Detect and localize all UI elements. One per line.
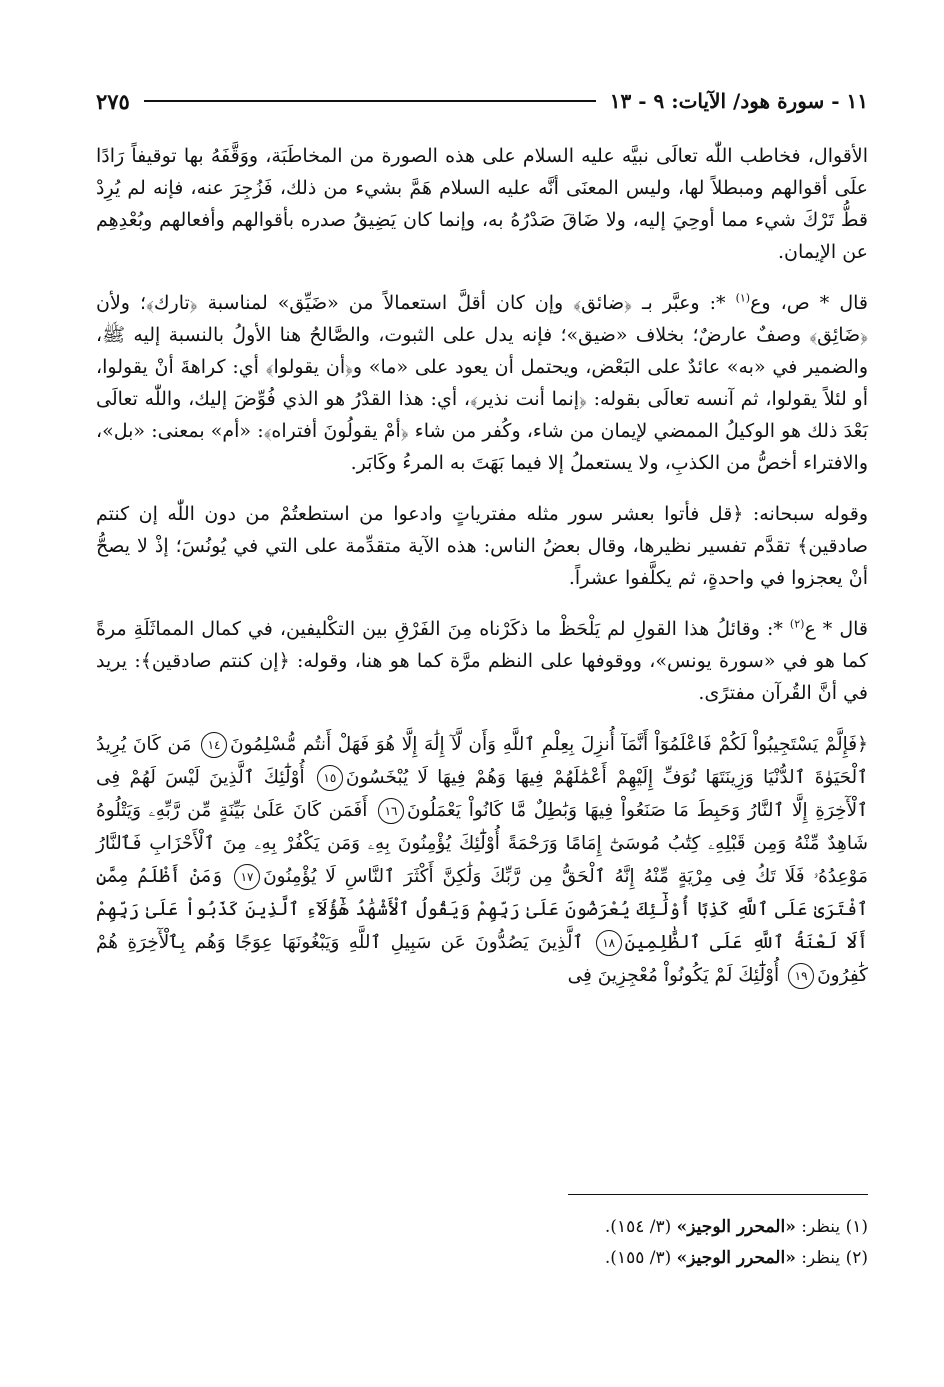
ayah-marker-18: ١٨ [596,930,622,956]
ayah-marker-17: ١٧ [234,864,260,890]
footnote-source: «المحرر الوجيز» [676,1248,796,1268]
paragraph-4-lead: قال * ع [804,618,868,640]
footnote-2 [96,1243,868,1274]
footnote-source: «المحرر الوجيز» [676,1217,796,1237]
verse-20-text: أُوْلَٰٓئِكَ لَمْ يَكُونُواْ مُعْجِزِينَ فِى [567,965,780,986]
verse-18-text: وَمَنْ أَظْلَمُ مِمَّنِ ٱفْتَرَىٰ عَلَى ٱللَّهِ كَذِبًا أُوْلَٰٓئِكَ يُعْرَضُونَ عَلَىٰ رَبِّهِمْ وَيَقُولُ ٱلْأَشْهَٰدُ هَٰٓؤُلَآءِ ٱلَّذِينَ كَذَبُواْ عَلَىٰ رَبِّهِمْ أَلَا لَعْنَةُ ٱللَّهِ عَلَى ٱلظَّٰلِمِينَ [96,866,868,953]
paragraph-4 [96,613,868,709]
ayah-marker-14: ١٤ [201,732,227,758]
footnote-1 [96,1212,868,1243]
ayah-marker-16: ١٦ [378,798,404,824]
footnote-reference: (٣/ ١٥٤). [604,1217,677,1237]
running-header [96,86,868,116]
footnote-ref-2: (٢) [789,617,805,631]
verse-19-text: ٱلَّذِينَ يَصُدُّونَ عَن سَبِيلِ ٱللَّهِ وَيَبْغُونَهَا عِوَجًا وَهُم بِٱلْأٓخِرَةِ هُمْ كَٰفِرُونَ [96,932,868,986]
quran-verses [96,728,868,992]
page-number: ٢٧٥ [96,88,130,114]
ayah-marker-19: ١٩ [788,963,814,989]
chapter-title: ١١ - سورة هود/ الآيات: ٩ - ١٣ [609,89,868,113]
verse-17-text: أَفَمَن كَانَ عَلَىٰ بَيِّنَةٍ مِّن رَّبِّهِۦ وَيَتْلُوهُ شَاهِدٌ مِّنْهُ وَمِن قَبْلِهِۦ كِتَٰبُ مُوسَىٰٓ إِمَامًا وَرَحْمَةً أُوْلَٰٓئِكَ يُؤْمِنُونَ بِهِۦ وَمَن يَكْفُرْ بِهِۦ مِنَ ٱلْأَحْزَابِ فَٱلنَّارُ مَوْعِدُهُۥ فَلَا تَكُ فِى مِرْيَةٍ مِّنْهُ إِنَّهُ ٱلْحَقُّ مِن رَّبِّكَ وَلَٰكِنَّ أَكْثَرَ ٱلنَّاسِ لَا يُؤْمِنُونَ [96,800,868,887]
footnote-number: (٢) [845,1248,868,1268]
paragraph-4-text: *: وقائلُ هذا القولِ لم يَلْحَظْ ما ذكَرْناه مِنَ الفَرْقِ بين التكْليفين، في كمال المماثَلَةِ مرةً كما هو في «سورة يونس»، ووقوفها على النظم مرَّة كما هو هنا، وقوله: ﴿إن كنتم صادقين﴾: يريد في أنَّ القُرآن مفترًى. [96,618,868,704]
footnotes [96,1212,868,1274]
footnote-number: (١) [845,1217,868,1237]
verse-14-text: ﴿فَإِلَّمْ يَسْتَجِيبُواْ لَكُمْ فَاعْلَمُوٓاْ أَنَّمَآ أُنزِلَ بِعِلْمِ ٱللَّهِ وَأَن لَّآ إِلَٰهَ إِلَّا هُوَ فَهَلْ أَنتُم مُّسْلِمُونَ [230,734,868,755]
footnote-divider [568,1194,868,1195]
paragraph-1: الأقوال، فخاطب اللّٰه تعالَى نبيَّه عليه السلام على هذه الصورة من المخاطَبَة، ووَقَّفَهُ بها توقيفاً رَادًا علَى أقوالهم ومبطلاً لها، وليس المعنَى أنَّه عليه السلام هَمَّ بشيء من ذلك، فَزُجِرَ عنه، فإنه لم يُرِدْ قطُّ تَرْكَ شيء مما أوحِيَ إليه، ولا ضَاقَ صَدْرُهُ به، وإنما كان يَضِيقُ صدره بأقوالهم وأفعالهم وبُعْدِهِم عن الإيمان. [96,145,868,263]
footnote-prefix: ينظر: [795,1217,841,1237]
paragraph-2-text: *: وعبَّر بـ ﴿ضائق﴾ وإن كان أقلَّ استعمالاً من «ضَيِّق» لمناسبة ﴿تارك﴾؛ ولأن ﴿ضَائِق﴾ وصفٌ عارضٌ؛ بخلاف «ضيق»؛ فإنه يدل على الثبوت، والصَّالحُ هنا الأولُ بالنسبة إليه ﷺ، والضمير في «به» عائدٌ على البَعْض، ويحتمل أن يعود على «ما» و﴿أن يقولوا﴾ أي: كراهةَ أنْ يقولوا، أو لئلاً يقولوا، ثم آنسه تعالَى بقوله: ﴿إنما أنت نذير﴾، أي: هذا القدْرُ هو الذي فُوِّضَ إليك، واللّٰه تعالَى بَعْدَ ذلك هو الوكيلُ الممضي لإيمان من شاء، وكُفر من شاء ﴿أمْ يقولُونَ أفتراه﴾: «أم» بمعنى: «بل»، والافتراء أخصُّ من الكذبِ، ولا يستعملُ إلا فيما بَهَتَ به المرءُ وكَابَر. [96,292,868,474]
paragraph-3: وقوله سبحانه: ﴿قل فأتوا بعشر سور مثله مفترياتٍ وادعوا من استطعتُمْ من دون اللّٰه إن كنتم صادقين﴾ تقدَّم تفسير نظيرها، وقال بعضُ الناس: هذه الآية متقدِّمة على التي في يُونُسَ؛ إذْ لا يصحُّ أنْ يعجزوا في واحدةٍ، ثم يكلَّفوا عشراً. [96,503,868,589]
footnote-ref-1: (١) [735,291,751,305]
paragraph-2 [96,287,868,479]
ayah-marker-15: ١٥ [317,765,343,791]
verse-15-text: مَن كَانَ يُرِيدُ ٱلْحَيَوٰةَ ٱلدُّنْيَا وَزِينَتَهَا نُوَفِّ إِلَيْهِمْ أَعْمَٰلَهُمْ فِيهَا وَهُمْ فِيهَا لَا يُبْخَسُونَ [96,734,868,788]
main-text [96,140,868,992]
verse-16-text: أُوْلَٰٓئِكَ ٱلَّذِينَ لَيْسَ لَهُمْ فِى ٱلْأٓخِرَةِ إِلَّا ٱلنَّارُ وَحَبِطَ مَا صَنَعُواْ فِيهَا وَبَٰطِلٌ مَّا كَانُواْ يَعْمَلُونَ [96,767,868,821]
footnote-reference: (٣/ ١٥٥). [604,1248,677,1268]
paragraph-2-lead: قال * ص، وع [750,292,868,314]
footnote-prefix: ينظر: [795,1248,841,1268]
header-rule [144,100,596,102]
